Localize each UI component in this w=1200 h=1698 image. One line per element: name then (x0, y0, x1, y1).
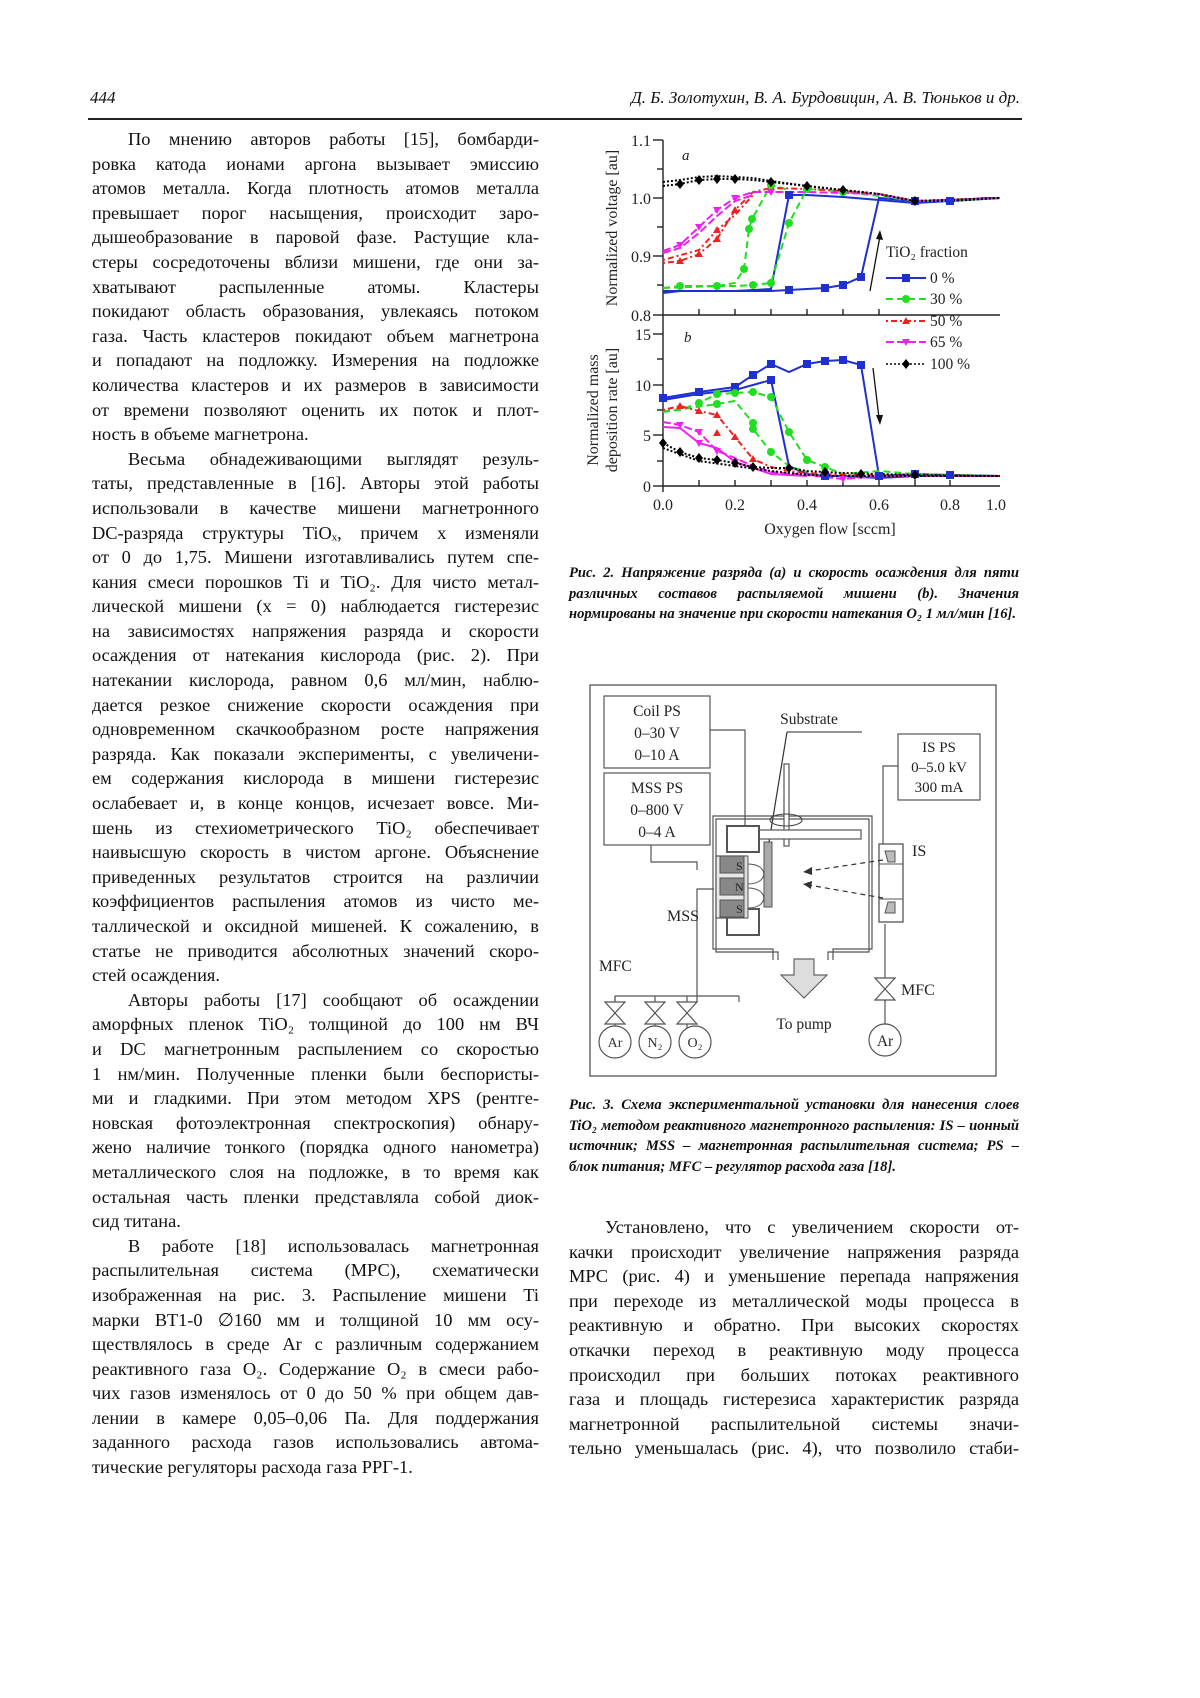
text-line: при переходе из металлической моды процесса в (569, 1290, 1019, 1311)
text-line: от времени позволяют оценить их поток и плот- (92, 399, 539, 420)
text-line: ществлялось в среде Ar с различным содержанием (92, 1334, 539, 1355)
text-line: шень из стехиометрического TiO₂ обеспечивает (92, 817, 539, 838)
text-line: Авторы работы [17] сообщают об осаждении (128, 989, 539, 1010)
magnet-pole-s1: S (736, 859, 743, 873)
is-ps-title: IS PS (922, 740, 956, 756)
is-ps-box (898, 734, 980, 800)
figure-3-schematic (589, 684, 997, 1079)
text-line: сид титана. (92, 1211, 181, 1232)
right-column-text (569, 1215, 1019, 1461)
substrate-holder (757, 830, 861, 839)
gas-ar-right: Ar (876, 1033, 894, 1050)
text-line: тические регуляторы расхода газа РРГ-1. (92, 1457, 413, 1478)
text-line: заданного расхода газов использовались автома- (92, 1432, 539, 1453)
ya-tick-0.9: 0.9 (631, 249, 651, 266)
text-line: жено наличие тонкого (порядка одного нанометра) (92, 1137, 539, 1158)
text-line: покидают область образования, увлекаясь потоком (92, 301, 539, 322)
figure-2-chart (580, 128, 1020, 548)
yb-tick-0: 0 (643, 479, 651, 496)
panel-b-markers (659, 356, 954, 483)
gas-o2: O₂ (687, 1036, 703, 1051)
ya-tick-0.8: 0.8 (631, 308, 651, 325)
mfc-right-label: MFC (901, 982, 935, 999)
magnet-pole-s2: S (736, 902, 743, 916)
coil-ps-voltage: 0–30 V (634, 725, 680, 742)
text-line: металлического слоя на подложке, в то время как (92, 1161, 539, 1182)
panel-a-label: a (682, 148, 690, 164)
legend-title: TiO₂ fraction (886, 244, 968, 261)
text-line: аморфных пленок TiO₂ толщиной до 100 нм ВЧ (92, 1014, 539, 1035)
text-line: разряда. Как показали эксперименты, с увеличени- (92, 743, 539, 764)
coil-ps-title: Coil PS (633, 703, 681, 720)
ya-tick-1.0: 1.0 (631, 191, 651, 208)
magnet-pole-n: N (735, 880, 744, 894)
text-line: откачки переход в реактивную моду процесса (569, 1339, 1019, 1360)
text-line: осаждения от натекания кислорода (рис. 2). При (92, 645, 539, 666)
yb-axis-label-1: Normalized mass (585, 354, 602, 466)
text-line: дышеобразование в паровой фазе. Растущие кла- (92, 227, 539, 248)
left-column-text (92, 127, 539, 1480)
text-line: количества кластеров и их размеров в зависимости (92, 374, 539, 395)
text-line: реактивную и обратно. При высоких скоростях (569, 1315, 1019, 1336)
legend-0: 0 % (930, 270, 955, 287)
text-line: статье не приводится абсолютных значений скоро- (92, 940, 539, 961)
coil-ps-box (604, 696, 710, 768)
ya-axis-label: Normalized voltage [au] (604, 149, 621, 307)
text-line: магнетронной распылительной системы значи- (569, 1413, 1019, 1434)
text-line: По мнению авторов работы [15], бомбарди- (128, 129, 539, 149)
panel-b-label: b (684, 330, 692, 346)
coil-ps-current: 0–10 A (634, 747, 680, 764)
gas-cylinders-left (599, 1026, 711, 1058)
yb-tick-5: 5 (643, 428, 651, 445)
text-line: остальная часть пленки представляла собой диок- (92, 1186, 539, 1207)
mfc-left-label: MFC (599, 958, 632, 975)
text-line: приведенных результатов строится на различии (92, 866, 539, 887)
text-line: марки ВТ1-0 ∅160 мм и толщиной 10 мм осу- (92, 1309, 539, 1330)
text-line: МРС (рис. 4) и уменьшение перепада напряжения (569, 1266, 1019, 1287)
text-line: газа и площадь гистерезиса характеристик разряда (569, 1389, 1019, 1410)
text-line: распылительная система (МРС), схематически (92, 1260, 539, 1281)
gas-n2: N₂ (647, 1036, 663, 1051)
is-ps-voltage: 0–5.0 kV (911, 760, 967, 776)
header-rule (88, 118, 1022, 120)
text-line: ем содержания кислорода в мишени гистерезис (92, 768, 539, 789)
legend-100: 100 % (930, 356, 971, 373)
figure-3-caption: Рис. 3. Схема экспериментальной установки для нанесения слоев TiO₂ методом реактивного магнетронного распыления: IS – ионный источник; MSS – магнетронная распылительная система; PS – блок питания; MFC – регулятор расхода газа [18]. (569, 1097, 1019, 1175)
is-ps-current: 300 mA (914, 780, 964, 796)
text-line: наивысшую скорость в чистом аргоне. Объяснение (92, 842, 539, 863)
text-line: ми и гладкими. При этом методом XPS (рентге- (92, 1088, 539, 1109)
text-line: изображенная на рис. 3. Распыление мишени Ti (92, 1284, 539, 1305)
text-line: от 0 до 1,75. Мишени изготавливались путем спе- (92, 547, 539, 568)
text-line: В работе [18] использовалась магнетронная (128, 1235, 539, 1256)
gas-ar-left: Ar (607, 1036, 623, 1051)
figure-2-svg (580, 128, 1020, 548)
panel-b-series (663, 360, 1000, 479)
to-pump-label: To pump (776, 1016, 832, 1033)
x-tick-1.0: 1.0 (986, 497, 1006, 514)
text-line: DC-разряда структуры TiOₓ, причем x изменяли (92, 522, 539, 543)
text-line: кания смеси порошков Ti и TiO₂. Для чисто метал- (92, 571, 539, 592)
arrow-up-icon (870, 236, 880, 291)
mss-ps-box (604, 773, 710, 845)
text-line: таты, представленные в [16]. Авторы этой работы (92, 473, 539, 494)
text-line: использовали в качестве мишени магнетронного (92, 497, 539, 518)
running-authors: Д. Б. Золотухин, В. А. Бурдовицин, А. В. Тюньков и др. (630, 88, 1020, 107)
text-line: ослабевает и, в конце концов, исчезает вовсе. Ми- (92, 793, 539, 814)
text-line: происходил при больших потоках реактивного (569, 1364, 1019, 1385)
page-number: 444 (90, 88, 116, 107)
figure-2-caption: Рис. 2. Напряжение разряда (a) и скорость осаждения для пяти различных составов распыляемой мишени (b). Значения нормированы на значение при скорости натекания O₂ 1 мл/мин [16]. (569, 565, 1019, 622)
x-tick-0.4: 0.4 (797, 497, 817, 514)
text-line: ровка катода ионами аргона вызывает эмиссию (92, 153, 539, 174)
text-line: стеры сосредоточены вблизи мишени, где они за- (92, 251, 539, 272)
mss-ps-title: MSS PS (630, 780, 684, 797)
text-line: натекании кислорода, равном 0,6 мл/мин, наблю- (92, 670, 539, 691)
text-line: тельно уменьшалась (рис. 4), что позволило стаби- (569, 1438, 1019, 1459)
text-line: атомов металла. Когда плотность атомов металла (92, 178, 539, 199)
arrow-down-icon (873, 368, 879, 418)
text-line: новская фотоэлектронная спектроскопия) обнару- (92, 1112, 539, 1133)
text-line: лении в камере 0,05–0,06 Па. Для поддержания (92, 1407, 539, 1428)
is-label: IS (912, 843, 927, 860)
yb-axis-label-2: deposition rate [au] (604, 347, 621, 473)
text-line: хватывают распыленные атомы. Кластеры (92, 276, 539, 297)
running-header (90, 88, 1020, 116)
text-line: на зависимостях напряжения разряда и скорости (92, 620, 539, 641)
mss-ps-voltage: 0–800 V (630, 802, 684, 819)
mss-label: MSS (667, 908, 700, 925)
text-line: Установлено, что с увеличением скорости от- (605, 1217, 1019, 1237)
legend-65: 65 % (930, 334, 963, 351)
text-line: превышает порог насыщения, происходит заро- (92, 202, 539, 223)
legend (886, 244, 970, 373)
text-line: коэффициентов распыления атомов из чисто ме- (92, 891, 539, 912)
legend-30: 30 % (930, 291, 963, 308)
substrate-label: Substrate (780, 711, 838, 728)
text-line: реактивного газа O₂. Содержание O₂ в смеси рабо- (92, 1358, 539, 1379)
text-line: лической мишени (x = 0) наблюдается гистерезис (92, 596, 539, 617)
x-tick-0.0: 0.0 (653, 497, 673, 514)
ya-tick-1.1: 1.1 (631, 133, 651, 150)
text-line: таллической и оксидной мишеней. К сожалению, в (92, 916, 539, 936)
text-line: качки происходит увеличение напряжения разряда (569, 1241, 1019, 1262)
text-line: одновременном скачкообразном росте напряжения (92, 719, 539, 740)
x-tick-0.6: 0.6 (869, 497, 889, 514)
ion-source-is (879, 844, 903, 922)
yb-tick-10: 10 (635, 378, 651, 395)
text-line: дается резкое снижение скорости осаждения при (92, 694, 539, 715)
figure-3-svg (589, 684, 997, 1079)
x-tick-0.2: 0.2 (725, 497, 745, 514)
x-tick-0.8: 0.8 (940, 497, 960, 514)
text-line: газа. Часть кластеров покидают объем магнетрона (92, 325, 539, 346)
mss-ps-current: 0–4 A (638, 824, 676, 841)
text-line: Весьма обнадеживающими выглядят резуль- (128, 448, 539, 469)
text-line: чих газов изменялось от 0 до 50 % при общем дав- (92, 1383, 539, 1404)
text-line: и DC магнетронным распылением со скоростью (92, 1038, 539, 1059)
x-axis-label: Oxygen flow [sccm] (764, 521, 896, 538)
text-line: стей осаждения. (92, 965, 220, 986)
text-line: и попадают на подложку. Измерения на подложке (92, 350, 539, 371)
yb-tick-15: 15 (635, 327, 651, 344)
text-line: ность в объеме магнетрона. (92, 424, 309, 445)
text-line: 1 нм/мин. Полученные пленки были беспористы- (92, 1063, 539, 1084)
substrate-plate (764, 842, 772, 907)
legend-50: 50 % (930, 313, 963, 330)
